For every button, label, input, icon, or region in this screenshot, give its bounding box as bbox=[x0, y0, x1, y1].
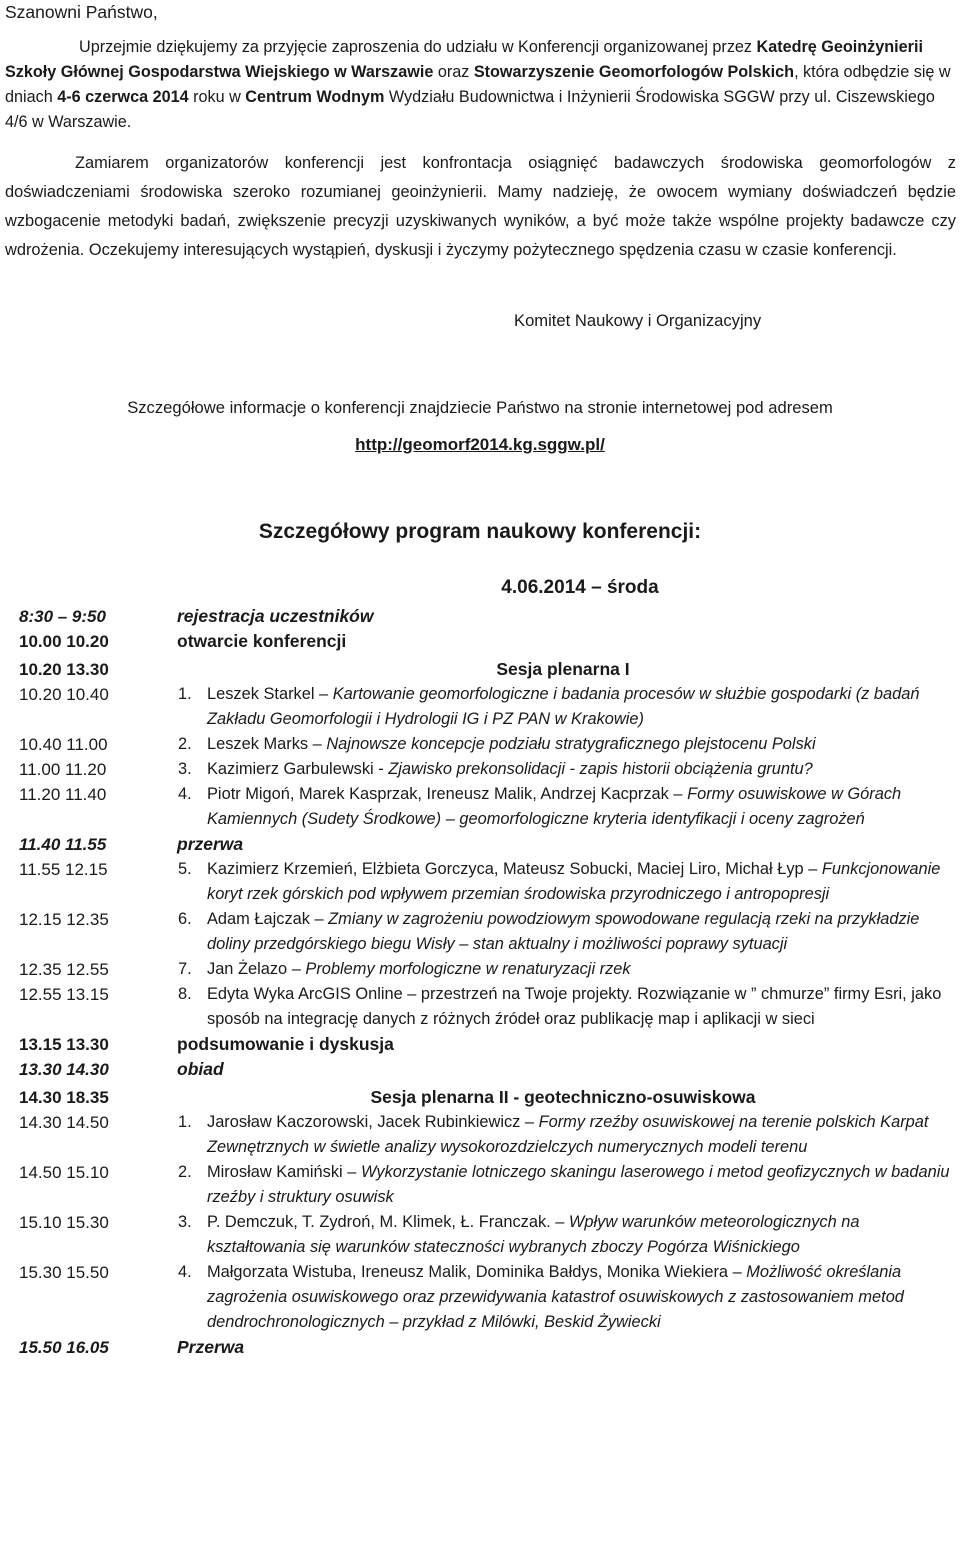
talk-number: 1. bbox=[178, 685, 192, 703]
program-row bbox=[3, 604, 957, 629]
talk-row bbox=[3, 957, 957, 982]
talk-row bbox=[3, 1210, 957, 1260]
talk-row bbox=[3, 757, 957, 782]
program-label: Przerwa bbox=[177, 1337, 245, 1357]
organizer-2: Stowarzyszenie Geomorfologów Polskich bbox=[473, 63, 795, 81]
talk-authors: Adam Łajczak – bbox=[207, 910, 329, 928]
talk-item bbox=[169, 682, 957, 732]
content-cell bbox=[169, 982, 957, 1032]
talk-item bbox=[169, 982, 957, 1032]
program-row bbox=[3, 629, 957, 654]
talk-title: Możliwość określania zagrożenia osuwiskowego oraz przewidywania katastrof osuwiskowych z zastosowaniem metod dendrochronologicznych – przykład z Milówki, Beskid Żywiecki bbox=[207, 1263, 904, 1331]
content-cell bbox=[169, 732, 957, 757]
talk-item bbox=[169, 782, 957, 832]
talk-title: Formy osuwiskowe w Górach Kamiennych (Sudety Środkowe) – geomorfologiczne kryteria identyfikacji i oceny zagrożeń bbox=[207, 785, 902, 828]
program-row bbox=[3, 1335, 957, 1360]
intro-paragraph: Uprzejmie dziękujemy za przyjęcie zaproszenia do udziału w Konferencji organizowanej przez Katedrę Geoinżynierii Szkoły Głównej Gospodarstwa Wiejskiego w Warszawie oraz Stowarzyszenie Geomorfologów Polskich, która odbędzie się w dniach 4-6 czerwca 2014 roku w Centrum Wodnym Wydziału Budownictwa i Inżynierii Środowiska SGGW przy ul. Ciszewskiego 4/6 w Warszawie. bbox=[5, 38, 951, 131]
program-row bbox=[3, 1085, 957, 1110]
program-label: otwarcie konferencji bbox=[177, 631, 347, 651]
talk-row bbox=[3, 907, 957, 957]
talk-number: 1. bbox=[178, 1113, 192, 1131]
program-row bbox=[3, 832, 957, 857]
talk-item bbox=[169, 1110, 957, 1160]
talk-authors: Jan Żelazo – bbox=[207, 960, 306, 978]
time-cell: 11.00 11.20 bbox=[19, 760, 107, 779]
program-table bbox=[3, 570, 957, 1360]
talk-title: Najnowsze koncepcje podziału stratygraficznego plejstocenu Polski bbox=[326, 735, 816, 753]
talk-authors: Leszek Marks – bbox=[207, 735, 327, 753]
program-label: podsumowanie i dyskusja bbox=[177, 1034, 394, 1054]
time-cell: 11.40 11.55 bbox=[19, 835, 107, 854]
time-cell: 13.30 14.30 bbox=[19, 1060, 109, 1079]
talk-item bbox=[169, 732, 957, 757]
talk-authors: Jarosław Kaczorowski, Jacek Rubinkiewicz – bbox=[207, 1113, 539, 1131]
talk-item bbox=[169, 1260, 957, 1335]
time-cell: 11.20 11.40 bbox=[19, 785, 107, 804]
time-cell: 10.20 10.40 bbox=[19, 685, 109, 704]
time-cell: 14.30 14.50 bbox=[19, 1113, 109, 1132]
talk-authors: Mirosław Kamiński – bbox=[207, 1163, 361, 1181]
time-cell: 14.50 15.10 bbox=[19, 1163, 109, 1182]
content-cell bbox=[169, 1210, 957, 1260]
content-cell bbox=[169, 1160, 957, 1210]
talk-title: Wykorzystanie lotniczego skaningu laserowego i metod geofizycznych w badaniu rzeźby i struktury osuwisk bbox=[207, 1163, 950, 1206]
content-cell bbox=[169, 957, 957, 982]
time-cell: 12.35 12.55 bbox=[19, 960, 109, 979]
talk-title: Kartowanie geomorfologiczne i badania procesów w służbie gospodarki (z badań Zakładu Geomorfologii i Hydrologii IG i PZ PAN w Krakowie) bbox=[207, 685, 920, 728]
conference-dates: 4-6 czerwca 2014 bbox=[57, 88, 189, 106]
talk-title: Formy rzeźby osuwiskowej na terenie polskich Karpat Zewnętrznych w świetle analizy wysokorozdzielczych numerycznych modeli terenu bbox=[207, 1113, 929, 1156]
program-label: obiad bbox=[177, 1059, 224, 1079]
talk-number: 7. bbox=[178, 960, 192, 978]
talk-row bbox=[3, 1160, 957, 1210]
talk-item bbox=[169, 857, 957, 907]
talk-row bbox=[3, 982, 957, 1032]
talk-row bbox=[3, 782, 957, 832]
talk-number: 4. bbox=[178, 1263, 192, 1281]
program-row bbox=[3, 1032, 957, 1057]
session-title: Sesja plenarna II - geotechniczno-osuwiskowa bbox=[370, 1087, 756, 1107]
program-label: rejestracja uczestników bbox=[177, 606, 374, 626]
program-row bbox=[3, 657, 957, 682]
content-cell bbox=[169, 857, 957, 907]
talk-row bbox=[3, 1110, 957, 1160]
talk-number: 3. bbox=[178, 760, 192, 778]
talk-number: 8. bbox=[178, 985, 192, 1003]
time-cell: 15.10 15.30 bbox=[19, 1213, 109, 1232]
content-cell bbox=[169, 1110, 957, 1160]
date-label: 4.06.2014 – środa bbox=[501, 577, 659, 598]
talk-title: Zjawisko prekonsolidacji - zapis historii obciążenia gruntu? bbox=[388, 760, 813, 778]
content-cell bbox=[169, 782, 957, 832]
time-cell: 11.55 12.15 bbox=[19, 860, 108, 879]
time-cell: 14.30 18.35 bbox=[19, 1088, 109, 1107]
talk-title: Zmiany w zagrożeniu powodziowym spowodowane regulacją rzeki na przykładzie doliny przedgórskiego biegu Wisły – stan aktualny i możliwości poprawy sytuacji bbox=[207, 910, 920, 953]
time-cell: 12.15 12.35 bbox=[19, 910, 109, 929]
talk-number: 2. bbox=[178, 735, 192, 753]
talk-title: Funkcjonowanie koryt rzek górskich pod wpływem przemian środowiska przyrodniczego i antropopresji bbox=[207, 860, 941, 903]
content-cell bbox=[169, 682, 957, 732]
content-cell bbox=[169, 757, 957, 782]
time-cell: 13.15 13.30 bbox=[19, 1035, 109, 1054]
program-row bbox=[3, 1057, 957, 1082]
website-link-wrapper bbox=[0, 434, 960, 456]
signature: Komitet Naukowy i Organizacyjny bbox=[514, 311, 762, 330]
session-title: Sesja plenarna I bbox=[496, 659, 630, 679]
talk-number: 4. bbox=[178, 785, 192, 803]
talk-authors: Kazimierz Krzemień, Elżbieta Gorczyca, Mateusz Sobucki, Maciej Liro, Michał Łyp – bbox=[207, 860, 822, 878]
talk-row bbox=[3, 857, 957, 907]
talk-item bbox=[169, 757, 957, 782]
talk-item bbox=[169, 957, 957, 982]
talk-item bbox=[169, 1160, 957, 1210]
talk-number: 3. bbox=[178, 1213, 192, 1231]
talk-authors: Kazimierz Garbulewski - bbox=[207, 760, 389, 778]
talk-number: 5. bbox=[178, 860, 192, 878]
talk-authors: Małgorzata Wistuba, Ireneusz Malik, Dominika Bałdys, Monika Wiekiera – bbox=[207, 1263, 747, 1281]
website-link[interactable]: http://geomorf2014.kg.sggw.pl/ bbox=[355, 435, 605, 454]
talk-title: Wpływ warunków meteorologicznych na kształtowania się warunków stateczności wybranych zboczy Pogórza Wiśnickiego bbox=[207, 1213, 860, 1256]
talk-authors: Edyta Wyka ArcGIS Online – przestrzeń na Twoje projekty. Rozwiązanie w ” chmurze” firmy Esri, jako sposób na integrację danych z różnych źródeł oraz publikację map i aplikacji w sieci bbox=[207, 985, 942, 1028]
date-row bbox=[3, 570, 957, 604]
content-cell bbox=[169, 1260, 957, 1335]
talk-item bbox=[169, 907, 957, 957]
time-cell: 8:30 – 9:50 bbox=[19, 607, 106, 626]
talk-title: Problemy morfologiczne w renaturyzacji rzek bbox=[305, 960, 631, 978]
content-cell bbox=[169, 907, 957, 957]
time-cell: 12.55 13.15 bbox=[19, 985, 109, 1004]
program-label: przerwa bbox=[177, 834, 244, 854]
info-text: Szczegółowe informacje o konferencji znajdziecie Państwo na stronie internetowej pod adresem bbox=[127, 398, 833, 417]
talk-authors: Leszek Starkel – bbox=[207, 685, 333, 703]
time-cell: 10.00 10.20 bbox=[19, 632, 109, 651]
talk-authors: Piotr Migoń, Marek Kasprzak, Ireneusz Malik, Andrzej Kacprzak – bbox=[207, 785, 688, 803]
time-cell: 10.20 13.30 bbox=[19, 660, 109, 679]
time-cell: 10.40 11.00 bbox=[19, 735, 108, 754]
talk-row bbox=[3, 732, 957, 757]
talk-authors: P. Demczuk, T. Zydroń, M. Klimek, Ł. Franczak. – bbox=[207, 1213, 569, 1231]
time-cell: 15.30 15.50 bbox=[19, 1263, 109, 1282]
venue: Centrum Wodnym bbox=[245, 88, 385, 106]
salutation: Szanowni Państwo, bbox=[5, 2, 158, 22]
talk-number: 2. bbox=[178, 1163, 192, 1181]
talk-number: 6. bbox=[178, 910, 192, 928]
talk-item bbox=[169, 1210, 957, 1260]
organizer-1: Katedrę Geoinżynierii Szkoły Głównej Gospodarstwa Wiejskiego w Warszawie bbox=[5, 38, 923, 81]
talk-row bbox=[3, 1260, 957, 1335]
time-cell: 15.50 16.05 bbox=[19, 1338, 109, 1357]
talk-row bbox=[3, 682, 957, 732]
program-title: Szczegółowy program naukowy konferencji: bbox=[258, 520, 702, 543]
goals-paragraph: Zamiarem organizatorów konferencji jest konfrontacja osiągnięć badawczych środowiska geomorfologów z doświadczeniami środowiska szeroko rozumianej geoinżynierii. Mamy nadzieję, że owocem wymiany doświadczeń będzie wzbogacenie metodyki badań, zwiększenie precyzji uzyskiwanych wyników, a być może także wspólne projekty badawcze czy wdrożenia. Oczekujemy interesujących wystąpień, dyskusji i życzymy pożytecznego spędzenia czasu w czasie konferencji. bbox=[5, 154, 956, 259]
